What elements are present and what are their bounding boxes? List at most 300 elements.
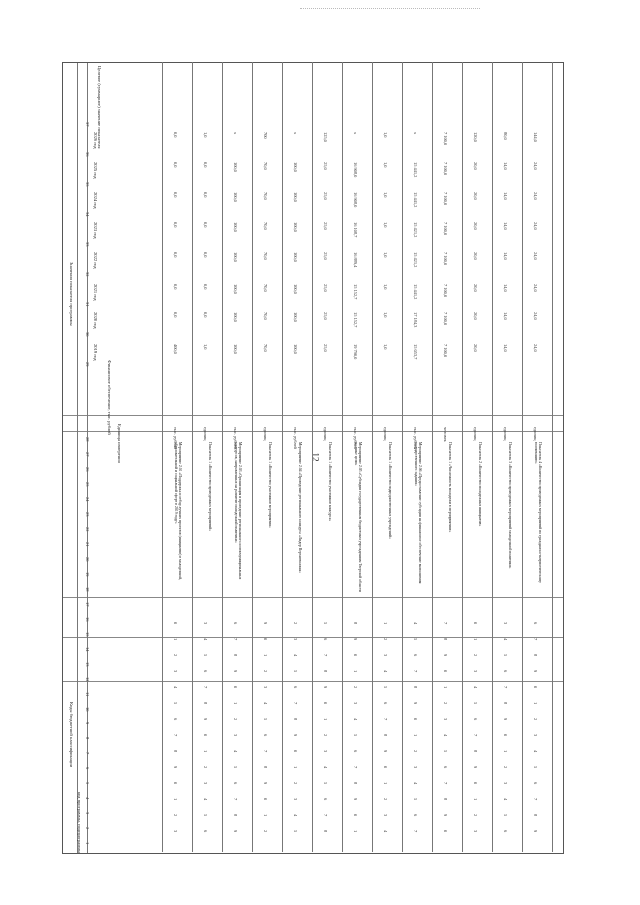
row-code-digit: 3: [203, 622, 208, 625]
column-number: 20: [85, 557, 90, 562]
divider: [63, 415, 563, 416]
row-code-digit: 1: [233, 702, 238, 705]
row-code-digit: 7: [173, 734, 178, 737]
column-number: 32: [85, 272, 90, 277]
row-code-digit: 0: [413, 718, 418, 721]
row-code-digit: 4: [383, 670, 388, 673]
row-code-digit: 7: [503, 686, 508, 689]
row-code-digit: 3: [353, 702, 358, 705]
row-value: 24,0: [533, 162, 538, 170]
row-code-digit: 7: [203, 686, 208, 689]
row-code-digit: 8: [443, 638, 448, 641]
row-value: 14,0: [503, 192, 508, 200]
row-code-digit: 3: [263, 686, 268, 689]
row-value: 24,0: [533, 284, 538, 292]
row-code-digit: 9: [413, 702, 418, 705]
row-code-digit: 7: [263, 750, 268, 753]
row-code-digit: 0: [443, 670, 448, 673]
row-code-digit: 0: [473, 622, 478, 625]
row-code-digit: 5: [383, 686, 388, 689]
row-value: 15 421,2: [413, 252, 418, 268]
row-value: 100,0: [233, 192, 238, 202]
row-value: 0,0: [173, 162, 178, 168]
row-code-digit: 0: [173, 622, 178, 625]
row-value: 70,0: [263, 284, 268, 292]
row-code-digit: 2: [383, 638, 388, 641]
row-value: 70,0: [263, 162, 268, 170]
row-value: 7 100,0: [443, 132, 448, 146]
row-value: 15 441,2: [413, 162, 418, 178]
row-value: 100,0: [293, 344, 298, 354]
row-code-digit: 2: [353, 686, 358, 689]
row-code-digit: 7: [473, 734, 478, 737]
row-name: Показатель 2 «Количество молодежных инициатив»: [478, 442, 482, 527]
row-code-digit: 5: [203, 654, 208, 657]
row-code-digit: 9: [353, 638, 358, 641]
row-value: 0,0: [203, 222, 208, 228]
row-value: 7 100,0: [443, 252, 448, 266]
column-number: 22: [85, 527, 90, 532]
row-value: 0,0: [173, 222, 178, 228]
row-code-digit: 2: [323, 734, 328, 737]
row-value: 100,0: [293, 312, 298, 322]
row-value: 0,0: [203, 192, 208, 198]
row-value: 100,0: [293, 252, 298, 262]
row-value: 20,0: [473, 344, 478, 352]
row-code-digit: 7: [413, 670, 418, 673]
column-number: 25: [85, 482, 90, 487]
row-code-digit: 6: [413, 654, 418, 657]
row-code-digit: 4: [413, 622, 418, 625]
row-code-digit: 1: [473, 638, 478, 641]
row-code-digit: 8: [413, 686, 418, 689]
row-code-digit: 0: [443, 830, 448, 833]
header-year-2024: 2024 год: [93, 192, 98, 209]
row-code-digit: 0: [533, 686, 538, 689]
row-code-digit: 2: [533, 718, 538, 721]
column-number: 26: [85, 467, 90, 472]
row-code-digit: 0: [503, 734, 508, 737]
header-program-code: код программы, подпрограммы: [77, 792, 82, 854]
row-code-digit: 5: [263, 718, 268, 721]
row-code-digit: 8: [323, 670, 328, 673]
row-value: 7 100,0: [443, 162, 448, 176]
row-code-digit: 3: [173, 830, 178, 833]
row-value: х: [353, 132, 358, 135]
column-number: 12: [85, 677, 90, 682]
row-code-digit: 9: [173, 766, 178, 769]
row-value: 24,0: [533, 344, 538, 352]
row-code-digit: 2: [413, 750, 418, 753]
row-code-digit: 9: [233, 830, 238, 833]
row-name: Показатель 3 «Количество проведенных мероприятий молодежной политики»: [508, 442, 512, 569]
row-code-digit: 2: [293, 622, 298, 625]
header-values-group: Значения показателя программы: [69, 262, 74, 326]
row-value: 25,0: [323, 252, 328, 260]
header-final: Целевое (суммарное) значение показателя: [97, 66, 102, 149]
column-number: 5: [85, 782, 90, 785]
row-code-digit: 8: [353, 782, 358, 785]
row-value: 16 908,0: [353, 162, 358, 178]
row-code-digit: 0: [263, 638, 268, 641]
row-code-digit: 2: [263, 670, 268, 673]
row-value: 70,0: [263, 222, 268, 230]
row-value: 1,0: [383, 312, 388, 318]
column-number: 8: [85, 737, 90, 740]
row-code-digit: 4: [503, 638, 508, 641]
row-code-digit: 2: [473, 654, 478, 657]
row-code-digit: 9: [353, 798, 358, 801]
row-code-digit: 6: [323, 638, 328, 641]
row-value: 20,0: [473, 252, 478, 260]
row-code-digit: 9: [533, 830, 538, 833]
row-code-digit: 1: [503, 750, 508, 753]
row-code-digit: 4: [443, 734, 448, 737]
row-code-digit: 2: [503, 766, 508, 769]
row-value: 100,0: [293, 284, 298, 294]
row-name: Мероприятие 2.05 «Субсидии государственным бюджетным учреждениям Тверской области на иные цели»: [353, 442, 362, 592]
row-code-digit: 3: [473, 670, 478, 673]
row-value: 7 100,0: [443, 312, 448, 326]
row-divider: [192, 62, 193, 852]
row-code-digit: 6: [203, 830, 208, 833]
row-code-digit: 7: [353, 766, 358, 769]
row-value: 19 790,0: [353, 344, 358, 360]
row-code-digit: 2: [233, 718, 238, 721]
row-code-digit: 8: [443, 798, 448, 801]
column-number: 7: [85, 752, 90, 755]
row-value: 25,0: [323, 344, 328, 352]
column-number: 24: [85, 497, 90, 502]
row-value: 70,0: [263, 252, 268, 260]
row-code-digit: 1: [353, 830, 358, 833]
column-number: 34: [85, 212, 90, 217]
page-number: 12: [310, 452, 321, 462]
row-code-digit: 6: [533, 782, 538, 785]
row-code-digit: 9: [293, 734, 298, 737]
row-code-digit: 1: [173, 638, 178, 641]
row-code-digit: 5: [413, 798, 418, 801]
row-code-digit: 6: [503, 830, 508, 833]
row-code-digit: 1: [533, 702, 538, 705]
row-value: 25,0: [323, 222, 328, 230]
row-unit: тыс. рублей: [353, 427, 358, 449]
header-unit: Единица измерения: [117, 424, 122, 463]
row-unit: единиц: [503, 427, 508, 441]
row-value: 24,0: [533, 312, 538, 320]
row-code-digit: 5: [413, 638, 418, 641]
row-divider: [432, 62, 433, 852]
row-code-digit: 5: [293, 670, 298, 673]
row-code-digit: 3: [413, 766, 418, 769]
row-unit: тыс. рублей: [233, 427, 238, 449]
row-value: 400,0: [173, 344, 178, 354]
row-code-digit: 4: [263, 702, 268, 705]
row-value: 0,0: [173, 192, 178, 198]
row-code-digit: 0: [383, 766, 388, 769]
row-code-digit: 7: [293, 702, 298, 705]
column-number: 16: [85, 617, 90, 622]
column-number: 19: [85, 572, 90, 577]
row-code-digit: 3: [503, 622, 508, 625]
column-number: 9: [85, 722, 90, 725]
row-value: 100,0: [233, 252, 238, 262]
row-code-digit: 8: [233, 654, 238, 657]
row-value: 100,0: [293, 192, 298, 202]
row-code-digit: 6: [203, 670, 208, 673]
row-value: 14,0: [503, 284, 508, 292]
column-number: 35: [85, 182, 90, 187]
row-unit: человек: [443, 427, 448, 442]
row-value: 1,0: [383, 344, 388, 350]
row-code-digit: 4: [293, 654, 298, 657]
row-divider: [222, 62, 223, 852]
row-name: Показатель 1 «Количество подведомственных учреждений»: [388, 442, 392, 539]
row-code-digit: 9: [323, 686, 328, 689]
row-code-digit: 8: [293, 718, 298, 721]
row-code-digit: 6: [503, 670, 508, 673]
column-number: 15: [85, 632, 90, 637]
row-divider: [522, 62, 523, 852]
row-divider: [552, 62, 553, 852]
row-value: 1,0: [383, 252, 388, 258]
row-divider: [462, 62, 463, 852]
row-value: 0,0: [203, 252, 208, 258]
column-number: 11: [85, 692, 90, 697]
row-divider: [492, 62, 493, 852]
row-code-digit: 8: [203, 702, 208, 705]
row-code-digit: 7: [233, 798, 238, 801]
row-code-digit: 3: [203, 782, 208, 785]
column-number: 1: [85, 842, 90, 845]
row-code-digit: 5: [293, 830, 298, 833]
column-number: 13: [85, 662, 90, 667]
header-year-2023: 2023 год: [93, 222, 98, 239]
header-year-2026: 2026 год: [93, 132, 98, 149]
row-code-digit: 0: [203, 734, 208, 737]
row-value: х: [293, 132, 298, 135]
row-unit: тыс. рублей: [413, 427, 418, 449]
row-value: 15 152,7: [353, 284, 358, 300]
row-code-digit: 7: [443, 782, 448, 785]
row-code-digit: 8: [233, 814, 238, 817]
header-budget-code: Коды бюджетной классификации: [69, 702, 74, 768]
row-value: 20,0: [473, 312, 478, 320]
row-code-digit: 0: [473, 782, 478, 785]
row-value: 0,0: [173, 132, 178, 138]
row-code-digit: 9: [263, 782, 268, 785]
row-code-digit: 3: [383, 814, 388, 817]
row-code-digit: 4: [293, 814, 298, 817]
row-unit: единиц: [383, 427, 388, 441]
row-code-digit: 1: [173, 798, 178, 801]
row-code-digit: 7: [383, 718, 388, 721]
row-value: 70,0: [263, 344, 268, 352]
column-number: 37: [85, 122, 90, 127]
row-name: Показатель 1 «Количество проведенных мероприятий»: [208, 442, 212, 532]
row-value: 14,0: [503, 312, 508, 320]
row-value: 20,0: [473, 284, 478, 292]
row-value: 20,0: [473, 162, 478, 170]
column-number: 6: [85, 767, 90, 770]
row-code-digit: 0: [173, 782, 178, 785]
row-code-digit: 0: [263, 798, 268, 801]
row-value: 15 441,2: [413, 192, 418, 208]
row-code-digit: 4: [323, 766, 328, 769]
row-code-digit: 0: [293, 750, 298, 753]
row-code-digit: 8: [173, 750, 178, 753]
row-code-digit: 3: [443, 718, 448, 721]
row-code-digit: 4: [353, 718, 358, 721]
row-code-digit: 9: [473, 766, 478, 769]
row-value: 80,0: [503, 132, 508, 140]
row-value: 15 441,2: [413, 284, 418, 300]
row-code-digit: 4: [233, 750, 238, 753]
row-unit: единиц: [473, 427, 478, 441]
row-code-digit: 9: [533, 670, 538, 673]
row-code-digit: 0: [353, 654, 358, 657]
row-value: 1,0: [383, 284, 388, 290]
row-value: 1,0: [383, 132, 388, 138]
row-code-digit: 8: [353, 622, 358, 625]
row-code-digit: 1: [323, 718, 328, 721]
column-number: 3: [85, 812, 90, 815]
row-unit: тыс. рублей: [173, 427, 178, 449]
row-code-digit: 6: [383, 702, 388, 705]
row-code-digit: 3: [323, 750, 328, 753]
row-code-digit: 3: [533, 734, 538, 737]
row-code-digit: 2: [173, 814, 178, 817]
row-code-digit: 7: [323, 654, 328, 657]
row-unit: единиц: [533, 427, 538, 441]
row-value: 17 184,3: [413, 312, 418, 328]
row-code-digit: 8: [323, 830, 328, 833]
header-year-2022: 2022 год: [93, 252, 98, 269]
row-code-digit: 2: [473, 814, 478, 817]
row-code-digit: 4: [173, 686, 178, 689]
row-code-digit: 5: [203, 814, 208, 817]
row-code-digit: 4: [533, 750, 538, 753]
row-code-digit: 6: [233, 622, 238, 625]
row-code-digit: 9: [383, 750, 388, 753]
column-number: 30: [85, 332, 90, 337]
row-value: 24,0: [533, 222, 538, 230]
row-value: 24,0: [533, 192, 538, 200]
row-code-digit: 1: [413, 734, 418, 737]
row-code-digit: 1: [353, 670, 358, 673]
row-code-digit: 7: [413, 830, 418, 833]
column-number: 28: [85, 437, 90, 442]
row-value: 14,0: [503, 222, 508, 230]
row-code-digit: 0: [233, 686, 238, 689]
row-value: 25,0: [323, 162, 328, 170]
column-number: 10: [85, 707, 90, 712]
row-code-digit: 5: [323, 622, 328, 625]
row-name: Показатель 1 «Количество участников конкурса»: [328, 442, 332, 522]
row-value: 0,0: [173, 284, 178, 290]
divider: [77, 63, 78, 853]
row-code-digit: 7: [533, 638, 538, 641]
row-code-digit: 8: [383, 734, 388, 737]
row-code-digit: 5: [503, 654, 508, 657]
row-value: 0,0: [203, 162, 208, 168]
row-divider: [342, 62, 343, 852]
row-value: 15 152,7: [353, 312, 358, 328]
row-code-digit: 1: [293, 766, 298, 769]
row-value: 1,0: [203, 132, 208, 138]
row-value: 7 100,0: [443, 192, 448, 206]
row-value: 100,0: [293, 222, 298, 232]
row-value: 100,0: [233, 284, 238, 294]
row-code-digit: 7: [323, 814, 328, 817]
row-value: 14,0: [503, 162, 508, 170]
row-name: Мероприятие 2.03 «Организация и проведение регионального и межмуниципальных конкурсов, направленных на развитие молодежной политики»: [233, 442, 242, 580]
row-divider: [372, 62, 373, 852]
row-code-digit: 7: [533, 798, 538, 801]
row-value: 0,0: [173, 312, 178, 318]
row-code-digit: 5: [173, 702, 178, 705]
row-divider: [252, 62, 253, 852]
row-code-digit: 5: [533, 766, 538, 769]
column-number: 17: [85, 602, 90, 607]
column-number: 2: [85, 827, 90, 830]
row-value: х: [413, 132, 418, 135]
scan-artifact: [300, 8, 480, 11]
row-code-digit: 6: [173, 718, 178, 721]
row-code-digit: 8: [533, 654, 538, 657]
row-value: 0,0: [203, 284, 208, 290]
row-value: 20,0: [473, 222, 478, 230]
row-value: 7 100,0: [443, 222, 448, 236]
row-code-digit: 1: [443, 686, 448, 689]
row-code-digit: 2: [293, 782, 298, 785]
row-name: Показатель 1 «Численность молодежи в мероприятиях»: [448, 442, 452, 533]
row-value: 125,0: [323, 132, 328, 142]
row-unit: тыс. рублей: [293, 427, 298, 449]
row-value: 100,0: [233, 312, 238, 322]
row-code-digit: 5: [233, 766, 238, 769]
row-value: 20,0: [473, 192, 478, 200]
row-value: 0,0: [203, 312, 208, 318]
row-value: 7 100,0: [443, 344, 448, 358]
row-code-digit: 4: [203, 798, 208, 801]
row-value: 0,0: [173, 252, 178, 258]
row-code-digit: 8: [503, 702, 508, 705]
row-code-digit: 6: [233, 782, 238, 785]
row-divider: [402, 62, 403, 852]
row-code-digit: 5: [443, 750, 448, 753]
row-code-digit: 0: [323, 702, 328, 705]
header-year-2025: 2025 год: [93, 162, 98, 179]
row-code-digit: 2: [443, 702, 448, 705]
column-number: 33: [85, 242, 90, 247]
row-code-digit: 6: [353, 750, 358, 753]
column-number: 27: [85, 452, 90, 457]
row-name: Показатель 1 «Количество участников мероприятия»: [268, 442, 272, 528]
row-value: 100,0: [233, 344, 238, 354]
row-code-digit: 2: [383, 798, 388, 801]
column-number: 36: [85, 152, 90, 157]
row-code-digit: 5: [503, 814, 508, 817]
row-divider: [282, 62, 283, 852]
row-value: 24,0: [533, 252, 538, 260]
row-code-digit: 1: [473, 798, 478, 801]
row-code-digit: 5: [473, 702, 478, 705]
divider: [63, 431, 563, 432]
row-code-digit: 7: [233, 638, 238, 641]
row-code-digit: 6: [413, 814, 418, 817]
row-value: 25,0: [323, 312, 328, 320]
